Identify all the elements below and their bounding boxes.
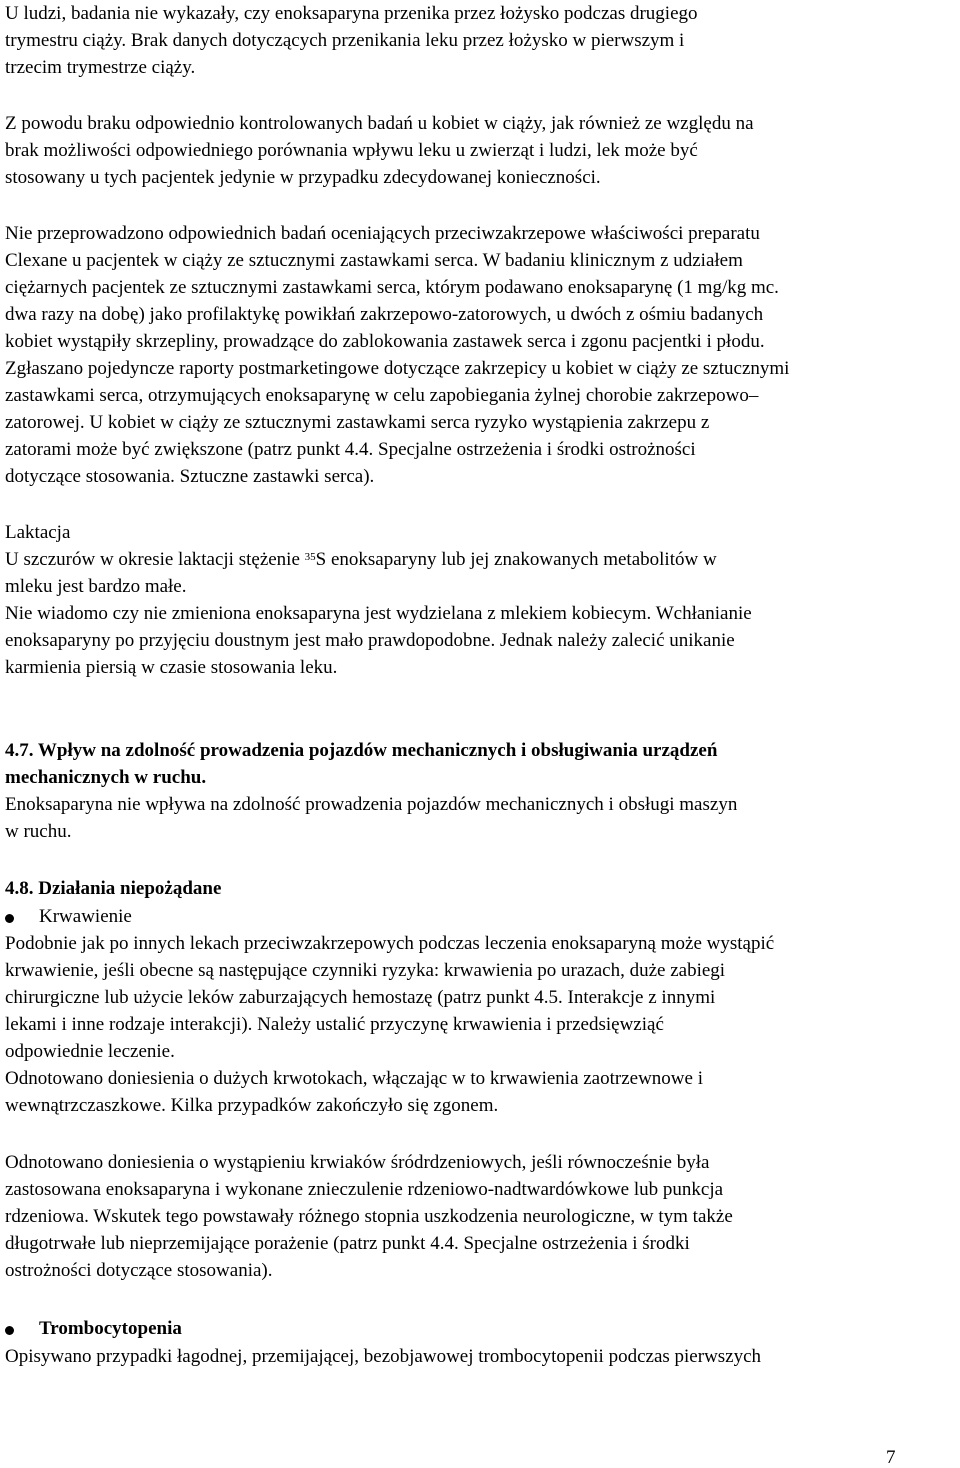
text-line: zastosowana enoksaparyna i wykonane znieczulenie rdzeniowo-nadtwardówkowe lub punkcja [5, 1179, 724, 1200]
text-line: karmienia piersią w czasie stosowania leku. [5, 657, 338, 678]
text-line: Odnotowano doniesienia o dużych krwotokach, włączając w to krwawienia zaotrzewnowe i [5, 1068, 703, 1089]
bullet-icon [5, 1326, 14, 1335]
text-line: ostrożności dotyczące stosowania). [5, 1260, 273, 1281]
text-line: enoksaparyny po przyjęciu doustnym jest mało prawdopodobne. Jednak należy zalecić unikanie [5, 630, 735, 651]
section-heading-4-7: 4.7. Wpływ na zdolność prowadzenia pojazdów mechanicznych i obsługiwania urządzeń [5, 740, 718, 761]
text-line: Zgłaszano pojedyncze raporty postmarketingowe dotyczące zakrzepicy u kobiet w ciąży ze sztucznymi [5, 358, 790, 379]
text-line: trzecim trymestrze ciąży. [5, 57, 196, 78]
text-line: długotrwałe lub nieprzemijające porażenie (patrz punkt 4.4. Specjalne ostrzeżenia i środki [5, 1233, 690, 1254]
text-line: zatorami może być zwiększone (patrz punkt 4.4. Specjalne ostrzeżenia i środki ostrożności [5, 439, 696, 460]
list-item-bleeding: Krwawienie [39, 906, 132, 927]
text-line: dotyczące stosowania. Sztuczne zastawki serca). [5, 466, 375, 487]
text-line: rdzeniowa. Wskutek tego powstawały różnego stopnia uszkodzenia neurologiczne, w tym także [5, 1206, 733, 1227]
text-line: kobiet wystąpiły skrzepliny, prowadzące do zablokowania zastawek serca i zgonu pacjentki i płodu. [5, 331, 765, 352]
text-line: U ludzi, badania nie wykazały, czy enoksaparyna przenika przez łożysko podczas drugiego [5, 3, 698, 24]
section-heading-4-8: 4.8. Działania niepożądane [5, 878, 222, 899]
text-line: Opisywano przypadki łagodnej, przemijającej, bezobjawowej trombocytopenii podczas pierwszych [5, 1346, 762, 1367]
text-line: wewnątrzczaszkowe. Kilka przypadków zakończyło się zgonem. [5, 1095, 499, 1116]
text-line [5, 546, 717, 573]
text-line: Nie przeprowadzono odpowiednich badań oceniających przeciwzakrzepowe właściwości preparatu [5, 223, 760, 244]
text-line: lekami i inne rodzaje interakcji). Należy ustalić przyczynę krwawienia i przedsięwziąć [5, 1014, 664, 1035]
text-line: ciężarnych pacjentek ze sztucznymi zastawkami serca, którym podawano enoksaparynę (1 mg/kg mc. [5, 277, 779, 298]
list-item-thrombocytopenia: Trombocytopenia [39, 1318, 182, 1339]
text-line: brak możliwości odpowiedniego porównania wpływu leku u zwierząt i ludzi, lek może być [5, 140, 698, 161]
text-line: Clexane u pacjentek w ciąży ze sztucznymi zastawkami serca. W badaniu klinicznym z udziałem [5, 250, 743, 271]
section-heading-4-7-cont: mechanicznych w ruchu. [5, 767, 207, 788]
text-line: Nie wiadomo czy nie zmieniona enoksaparyna jest wydzielana z mlekiem kobiecym. Wchłanianie [5, 603, 752, 624]
text-span: S enoksaparyny lub jej znakowanych metabolitów w [315, 549, 717, 570]
text-line: zatorowej. U kobiet w ciąży ze sztucznymi zastawkami serca ryzyko wystąpienia zakrzepu z [5, 412, 710, 433]
text-line: mleku jest bardzo małe. [5, 576, 187, 597]
superscript-isotope: 35 [304, 551, 316, 563]
text-line: zastawkami serca, otrzymujących enoksaparynę w celu zapobiegania żylnej chorobie zakrzepowo– [5, 385, 759, 406]
text-line: trymestru ciąży. Brak danych dotyczących przenikania leku przez łożysko w pierwszym i [5, 30, 685, 51]
text-line: odpowiednie leczenie. [5, 1041, 175, 1062]
section-heading-lactation: Laktacja [5, 522, 71, 543]
text-line: Odnotowano doniesienia o wystąpieniu krwiaków śródrdzeniowych, jeśli równocześnie była [5, 1152, 710, 1173]
text-line: krwawienie, jeśli obecne są następujące czynniki ryzyka: krwawienia po urazach, duże zabiegi [5, 960, 726, 981]
page-number: 7 [886, 1447, 896, 1468]
text-line: Z powodu braku odpowiednio kontrolowanych badań u kobiet w ciąży, jak również ze względu na [5, 113, 754, 134]
text-span: U szczurów w okresie laktacji stężenie [5, 549, 305, 570]
text-line: chirurgiczne lub użycie leków zaburzających hemostazę (patrz punkt 4.5. Interakcje z innymi [5, 987, 716, 1008]
text-line: stosowany u tych pacjentek jedynie w przypadku zdecydowanej konieczności. [5, 167, 601, 188]
text-line: w ruchu. [5, 821, 72, 842]
text-line: dwa razy na dobę) jako profilaktykę powikłań zakrzepowo-zatorowych, u dwóch z ośmiu badanych [5, 304, 764, 325]
bullet-icon [5, 914, 14, 923]
text-line: Podobnie jak po innych lekach przeciwzakrzepowych podczas leczenia enoksaparyną może wystąpić [5, 933, 775, 954]
text-line: Enoksaparyna nie wpływa na zdolność prowadzenia pojazdów mechanicznych i obsługi maszyn [5, 794, 738, 815]
